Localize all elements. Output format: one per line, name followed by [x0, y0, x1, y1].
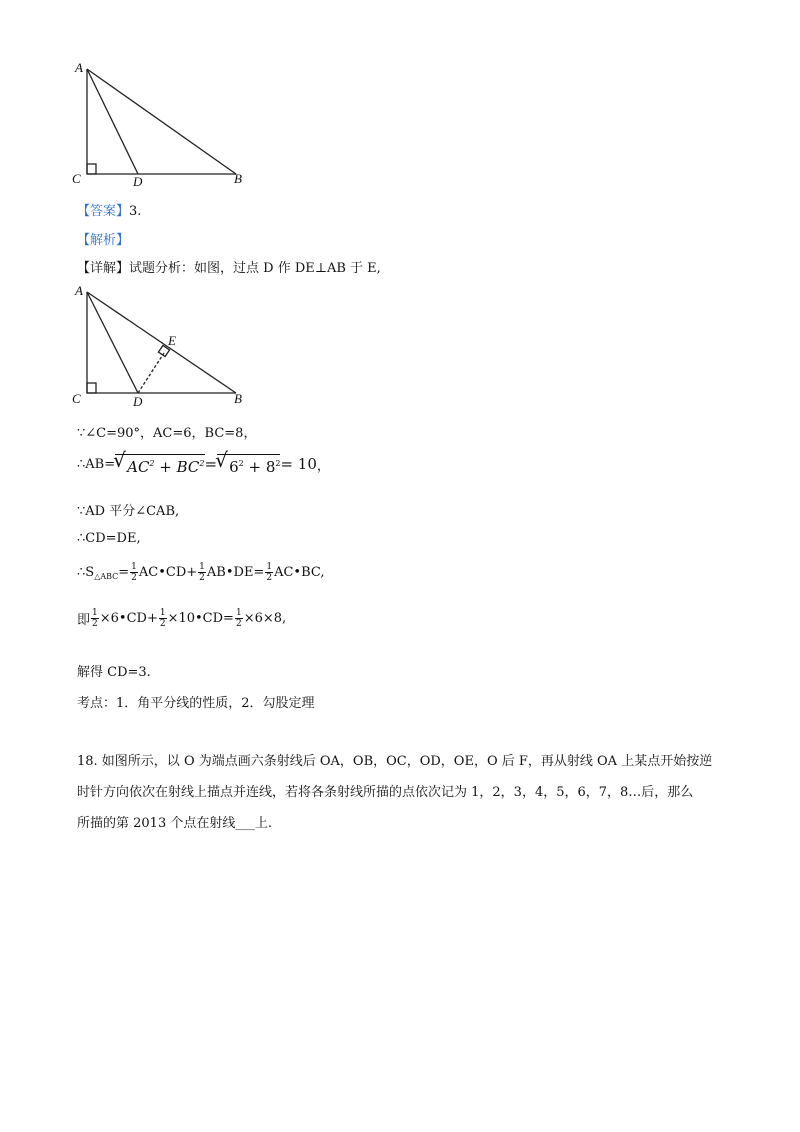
- result-10: = 10: [280, 455, 317, 473]
- rad-plus-2: +: [243, 458, 266, 476]
- step-6: [77, 608, 286, 629]
- s6-pre: 即: [77, 613, 91, 628]
- step-2-end: ，: [316, 458, 330, 474]
- label-B: B: [234, 171, 242, 186]
- fraction-half: $\frac{1}{2}$: [199, 562, 205, 583]
- triangle-figure-1: [66, 58, 256, 190]
- step-3: ∵AD 平分∠CAB,: [77, 504, 180, 519]
- sup-bc: 2: [199, 459, 205, 468]
- sup-ac: 2: [149, 459, 155, 468]
- detail-text: 试题分析：如图，过点 D 作 DE⊥AB 于 E,: [129, 261, 381, 276]
- fraction-half: $\frac{1}{2}$: [235, 608, 242, 629]
- sup-6: 2: [238, 459, 244, 468]
- label-E: E: [168, 333, 176, 348]
- s5-sub: △ABC: [94, 572, 119, 581]
- s5-eq: =: [118, 565, 130, 580]
- label-C: C: [72, 171, 81, 186]
- rad-8: 8: [265, 458, 276, 476]
- step-2-prefix: ∴AB=: [77, 456, 116, 472]
- question-18-line-2: 时针方向依次在射线上描点并连线，若将各条射线所描的点依次记为 1，2，3，4，5，6，7，8…后，那么: [77, 785, 694, 800]
- label-A: A: [75, 283, 83, 298]
- step-8: 考点：1．角平分线的性质，2．勾股定理: [77, 696, 315, 711]
- s5-term1: AC•CD+: [138, 565, 198, 580]
- answer-value: 3.: [129, 204, 142, 219]
- label-C: C: [72, 391, 81, 406]
- label-A: A: [75, 60, 83, 75]
- step-7: 解得 CD=3.: [77, 665, 151, 680]
- q18-line3-post: 上.: [254, 816, 272, 831]
- s6-term2: ×10•CD=: [167, 611, 234, 626]
- answer-line: [77, 200, 141, 219]
- rad-bc: BC: [176, 458, 200, 476]
- step-4: ∴CD=DE,: [77, 531, 141, 546]
- fraction-half: $\frac{1}{2}$: [92, 608, 98, 629]
- answer-blank: ___: [235, 816, 255, 831]
- fraction-half: $\frac{1}{2}$: [266, 562, 273, 583]
- sqrt-expression-1: [115, 454, 204, 476]
- triangle-figure-2: [66, 280, 256, 412]
- answer-tag: 【答案】: [77, 204, 130, 219]
- step-1: ∵∠C=90°，AC=6，BC=8，: [77, 426, 257, 441]
- s5-term3: AC•BC,: [274, 565, 325, 580]
- detail-line: [77, 257, 381, 276]
- detail-tag: 【详解】: [77, 261, 130, 276]
- label-D: D: [133, 174, 143, 189]
- label-D: D: [133, 394, 143, 409]
- question-18-line-3: [77, 812, 272, 831]
- s5-pre: ∴S: [77, 565, 95, 580]
- sup-8: 2: [275, 459, 281, 468]
- rad-ac: AC: [127, 458, 150, 476]
- q18-line3-pre: 所描的第 2013 个点在射线: [77, 816, 236, 831]
- analysis-tag: 【解析】: [77, 233, 130, 248]
- step-2: [77, 452, 330, 476]
- rad-plus: +: [154, 458, 177, 476]
- sqrt-expression-2: [217, 454, 280, 476]
- label-B: B: [234, 391, 242, 406]
- fraction-half: $\frac{1}{2}$: [159, 608, 166, 629]
- question-18-line-1: 18. 如图所示，以 O 为端点画六条射线后 OA，OB，OC，OD，OE，O 后 F，再从射线 OA 上某点开始按逆: [77, 754, 713, 769]
- rad-6: 6: [229, 458, 239, 476]
- fraction-half: $\frac{1}{2}$: [131, 562, 137, 583]
- s6-term3: ×6×8,: [243, 611, 287, 626]
- s5-term2: AB•DE=: [206, 565, 265, 580]
- s6-term1: ×6•CD+: [99, 611, 158, 626]
- eq-sign: =: [204, 455, 218, 473]
- step-5: [77, 562, 324, 583]
